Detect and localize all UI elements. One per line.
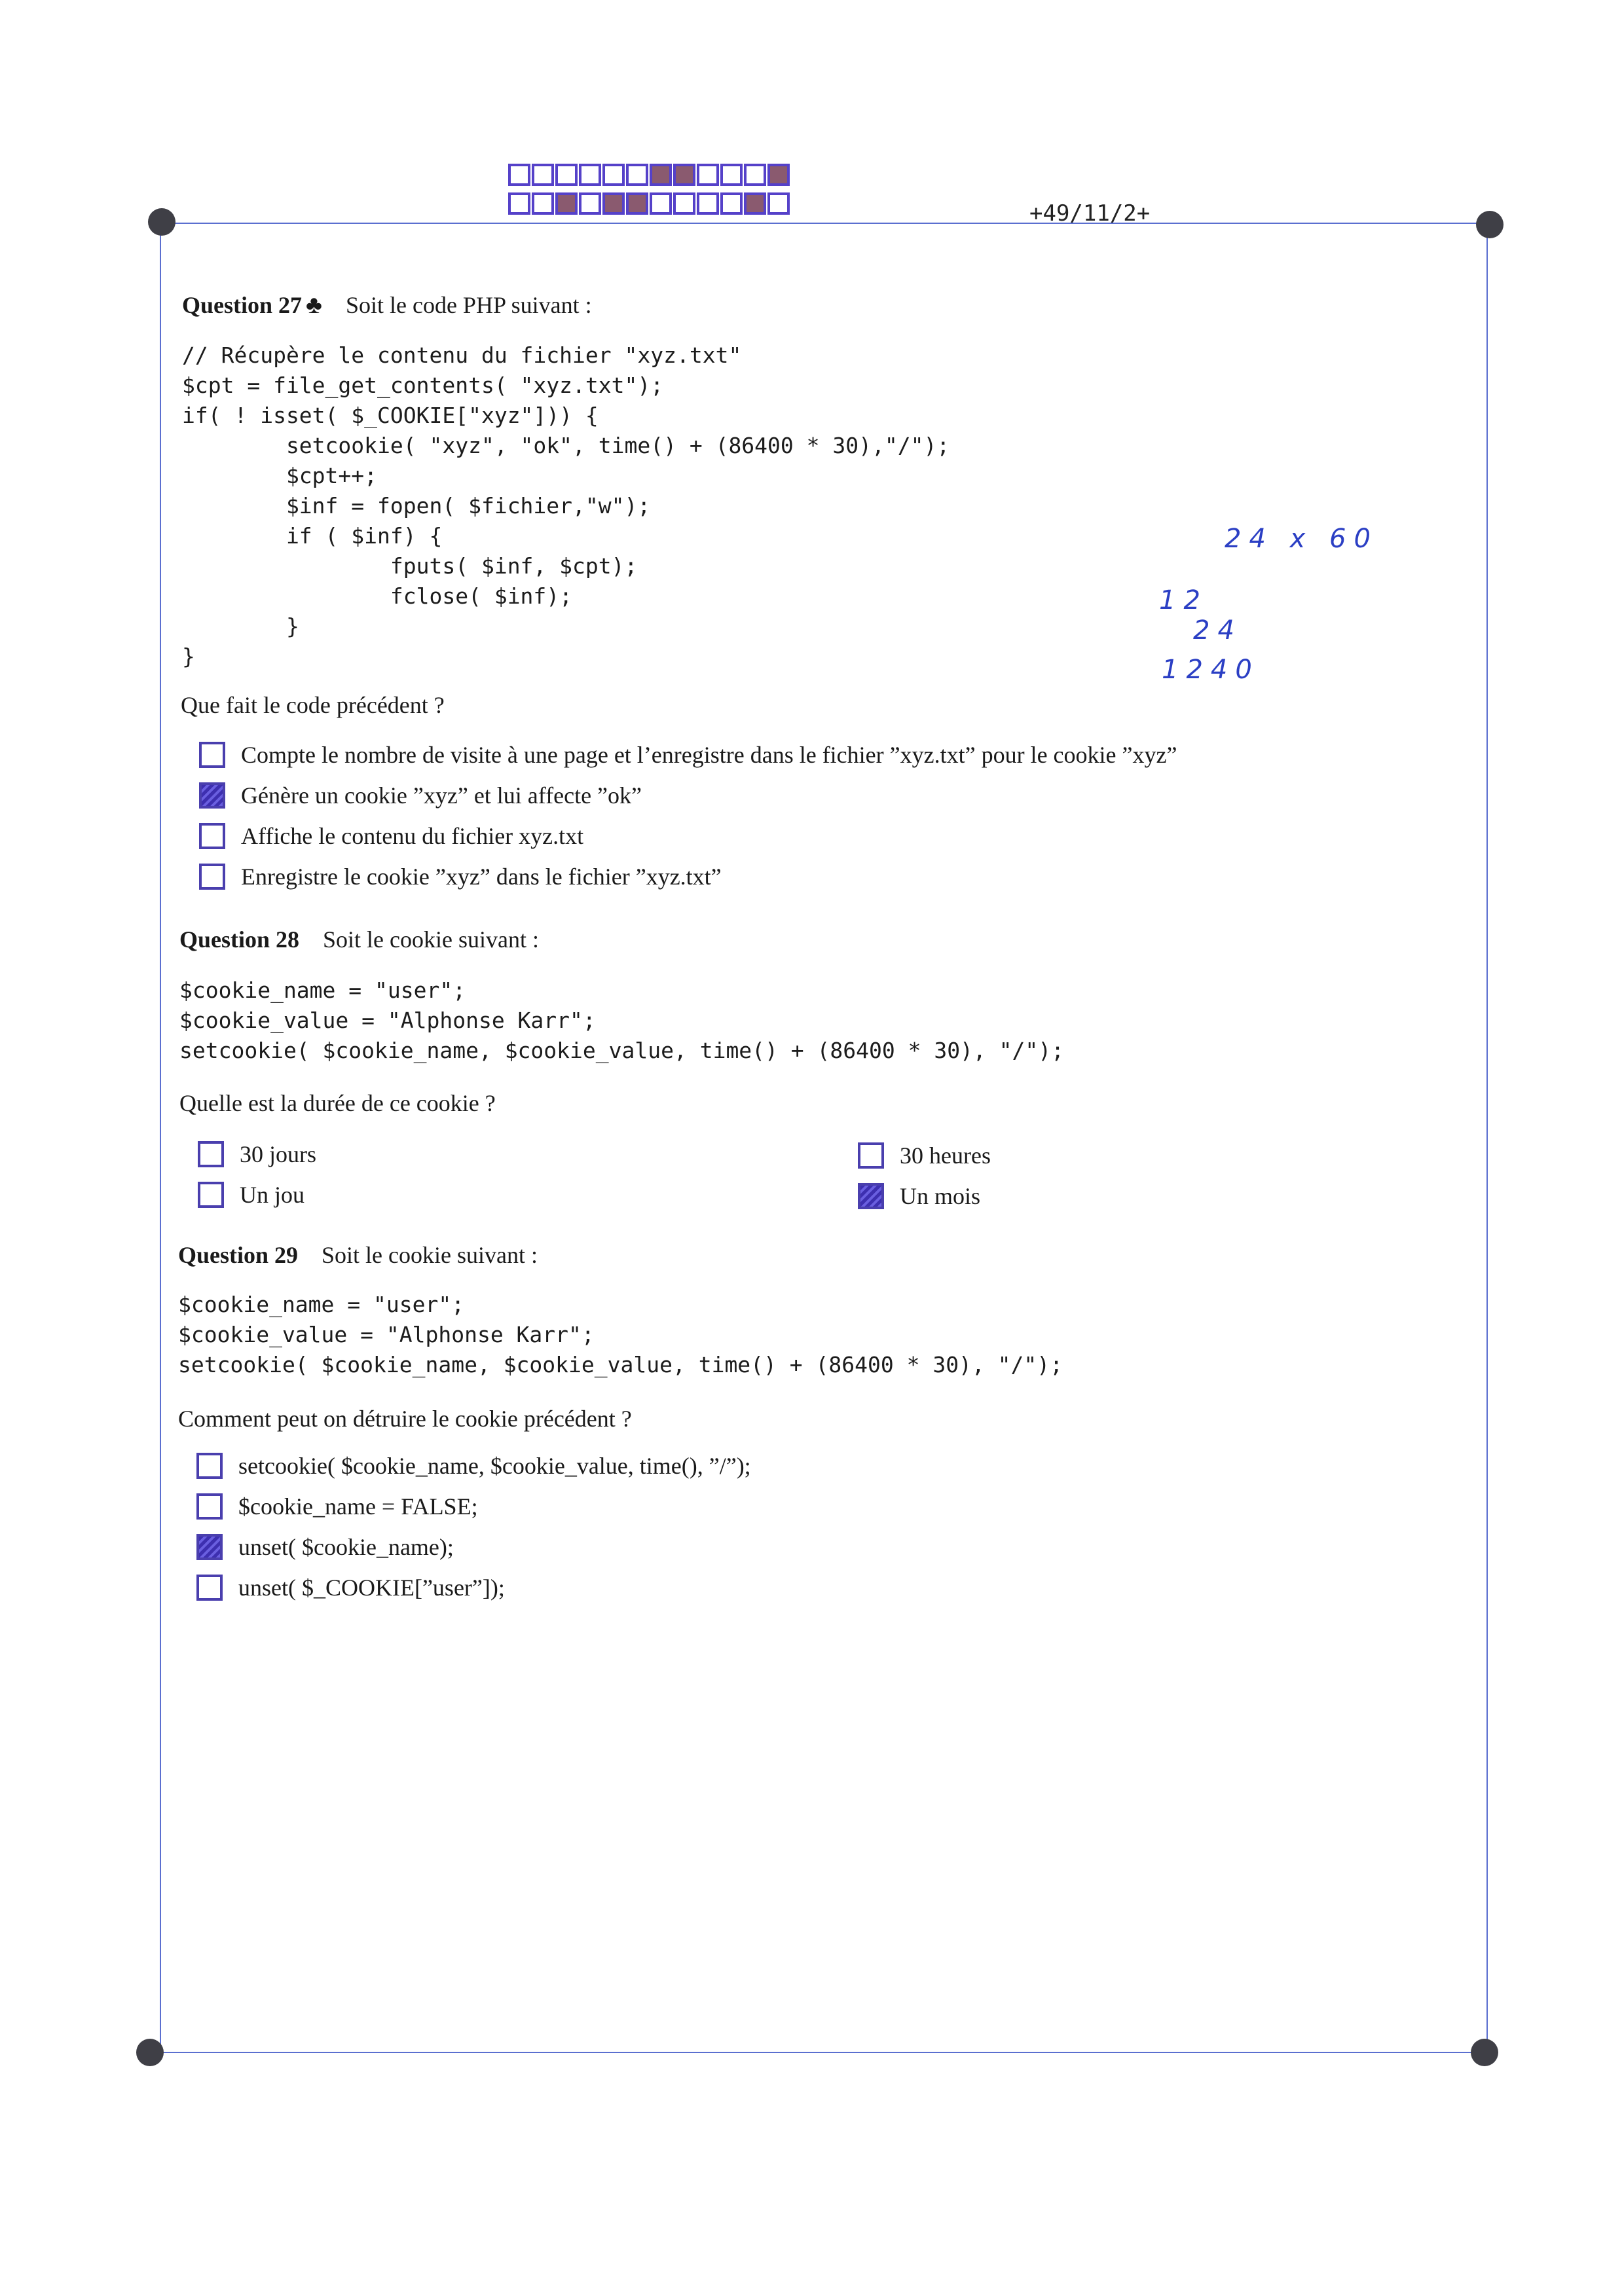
- q28-checkbox-3[interactable]: [858, 1142, 884, 1169]
- barcode-cell: [579, 164, 601, 186]
- barcode-cell: [744, 164, 766, 186]
- barcode-cell: [579, 192, 601, 215]
- q27-checkbox-2[interactable]: [199, 782, 225, 809]
- q27-option-4-label: Enregistre le cookie ”xyz” dans le fichier ”xyz.txt”: [241, 864, 722, 890]
- q29-option-3[interactable]: [196, 1533, 454, 1561]
- barcode-cell: [697, 192, 719, 215]
- q29-option-3-label: unset( $cookie_name);: [238, 1534, 454, 1560]
- q29-option-1-label: setcookie( $cookie_name, $cookie_value, time(), ”/”);: [238, 1453, 751, 1479]
- barcode-cell: [650, 164, 672, 186]
- handwritten-note-1: 24 x 60: [1225, 524, 1378, 554]
- q28-option-3-label: 30 heures: [900, 1142, 991, 1169]
- q27-checkbox-3[interactable]: [199, 823, 225, 849]
- page-id: +49/11/2+: [1029, 200, 1151, 227]
- q27-option-4[interactable]: [199, 863, 722, 890]
- question-29-intro: Soit le cookie suivant :: [322, 1242, 538, 1268]
- q29-checkbox-2[interactable]: [196, 1493, 223, 1520]
- q29-option-4-label: unset( $_COOKIE[”user”]);: [238, 1575, 505, 1601]
- q28-checkbox-2[interactable]: [198, 1182, 224, 1208]
- question-27-intro: Soit le code PHP suivant :: [345, 292, 592, 318]
- q28-option-2-label: Un jou: [240, 1182, 304, 1208]
- barcode-cell: [767, 192, 790, 215]
- barcode-cell: [508, 192, 530, 215]
- q29-option-1[interactable]: [196, 1452, 751, 1480]
- question-27-title: [182, 291, 592, 319]
- q29-option-2-label: $cookie_name = FALSE;: [238, 1493, 478, 1520]
- question-29-code: $cookie_name = "user"; $cookie_value = "Alphonse Karr"; setcookie( $cookie_name, $cookie_value, time() + (86400 * 30), "/");: [178, 1292, 1063, 1377]
- frame-top-line: [162, 223, 1492, 224]
- corner-mark-top-right: [1476, 211, 1504, 238]
- question-27-number: Question 27: [182, 292, 303, 318]
- q29-option-4[interactable]: [196, 1574, 505, 1601]
- question-29-number: Question 29: [178, 1242, 299, 1268]
- q28-option-1-label: 30 jours: [240, 1141, 316, 1167]
- barcode-cell: [697, 164, 719, 186]
- barcode-cell: [767, 164, 790, 186]
- q27-option-3-label: Affiche le contenu du fichier xyz.txt: [241, 823, 584, 849]
- q28-option-2[interactable]: [198, 1181, 304, 1209]
- barcode-cell: [744, 192, 766, 215]
- frame-left-line: [160, 223, 161, 2053]
- handwritten-note-4: 1240: [1162, 655, 1260, 685]
- question-28-title: [179, 926, 539, 953]
- barcode-cell: [508, 164, 530, 186]
- barcode-cell: [720, 164, 743, 186]
- q28-option-4-label: Un mois: [900, 1183, 981, 1209]
- question-28-number: Question 28: [179, 926, 300, 953]
- club-icon: ♣: [306, 291, 322, 319]
- barcode-cell: [673, 192, 695, 215]
- q29-checkbox-4[interactable]: [196, 1575, 223, 1601]
- barcode-cell: [626, 164, 648, 186]
- barcode-cell: [532, 192, 554, 215]
- corner-mark-bottom-left: [136, 2039, 164, 2066]
- q28-option-3[interactable]: [858, 1142, 991, 1169]
- q27-option-1-label: Compte le nombre de visite à une page et l’enregistre dans le fichier ”xyz.txt” pour le cookie ”xyz”: [241, 742, 1177, 768]
- q29-checkbox-3[interactable]: [196, 1534, 223, 1560]
- barcode-cell: [602, 192, 625, 215]
- corner-mark-bottom-right: [1471, 2039, 1498, 2066]
- corner-mark-top-left: [148, 208, 175, 236]
- q29-checkbox-1[interactable]: [196, 1453, 223, 1479]
- q27-option-3[interactable]: [199, 822, 583, 850]
- barcode-cell: [720, 192, 743, 215]
- q28-checkbox-1[interactable]: [198, 1141, 224, 1167]
- question-28-intro: Soit le cookie suivant :: [323, 926, 539, 953]
- barcode-row-1: [508, 164, 790, 186]
- q27-option-2[interactable]: [199, 782, 642, 809]
- q27-checkbox-4[interactable]: [199, 864, 225, 890]
- q27-option-1[interactable]: [199, 741, 1177, 769]
- q29-option-2[interactable]: [196, 1493, 478, 1520]
- barcode-cell: [532, 164, 554, 186]
- question-29-prompt: Comment peut on détruire le cookie précédent ?: [178, 1406, 632, 1432]
- q28-checkbox-4[interactable]: [858, 1183, 884, 1209]
- barcode-cell: [555, 164, 578, 186]
- barcode-cell: [673, 164, 695, 186]
- frame-right-line: [1486, 227, 1488, 2052]
- frame-bottom-line: [151, 2052, 1486, 2053]
- barcode-cell: [602, 164, 625, 186]
- question-27-code: // Récupère le contenu du fichier "xyz.txt" $cpt = file_get_contents( "xyz.txt"); if( ! isset( $_COOKIE["xyz"])) { setcookie( "xyz", "ok", time() + (86400 * 30),"/"); $cpt++; $inf = fopen( $fichier,"w"); if ( $inf) { fputs( $inf, $cpt); fclose( $inf); } }: [182, 342, 950, 669]
- q28-option-1[interactable]: [198, 1140, 316, 1168]
- q28-option-4[interactable]: [858, 1182, 980, 1210]
- question-27-prompt: Que fait le code précédent ?: [181, 692, 445, 718]
- question-28-code: $cookie_name = "user"; $cookie_value = "Alphonse Karr"; setcookie( $cookie_name, $cookie_value, time() + (86400 * 30), "/");: [179, 977, 1065, 1063]
- q27-option-2-label: Génère un cookie ”xyz” et lui affecte ”ok”: [241, 782, 642, 809]
- handwritten-note-2: 12: [1159, 585, 1208, 615]
- barcode-cell: [626, 192, 648, 215]
- question-29-title: [178, 1241, 538, 1269]
- q27-checkbox-1[interactable]: [199, 742, 225, 768]
- barcode-cell: [650, 192, 672, 215]
- handwritten-note-3: 24: [1193, 615, 1242, 646]
- barcode-cell: [555, 192, 578, 215]
- barcode-row-2: [508, 192, 790, 215]
- question-28-prompt: Quelle est la durée de ce cookie ?: [179, 1090, 496, 1116]
